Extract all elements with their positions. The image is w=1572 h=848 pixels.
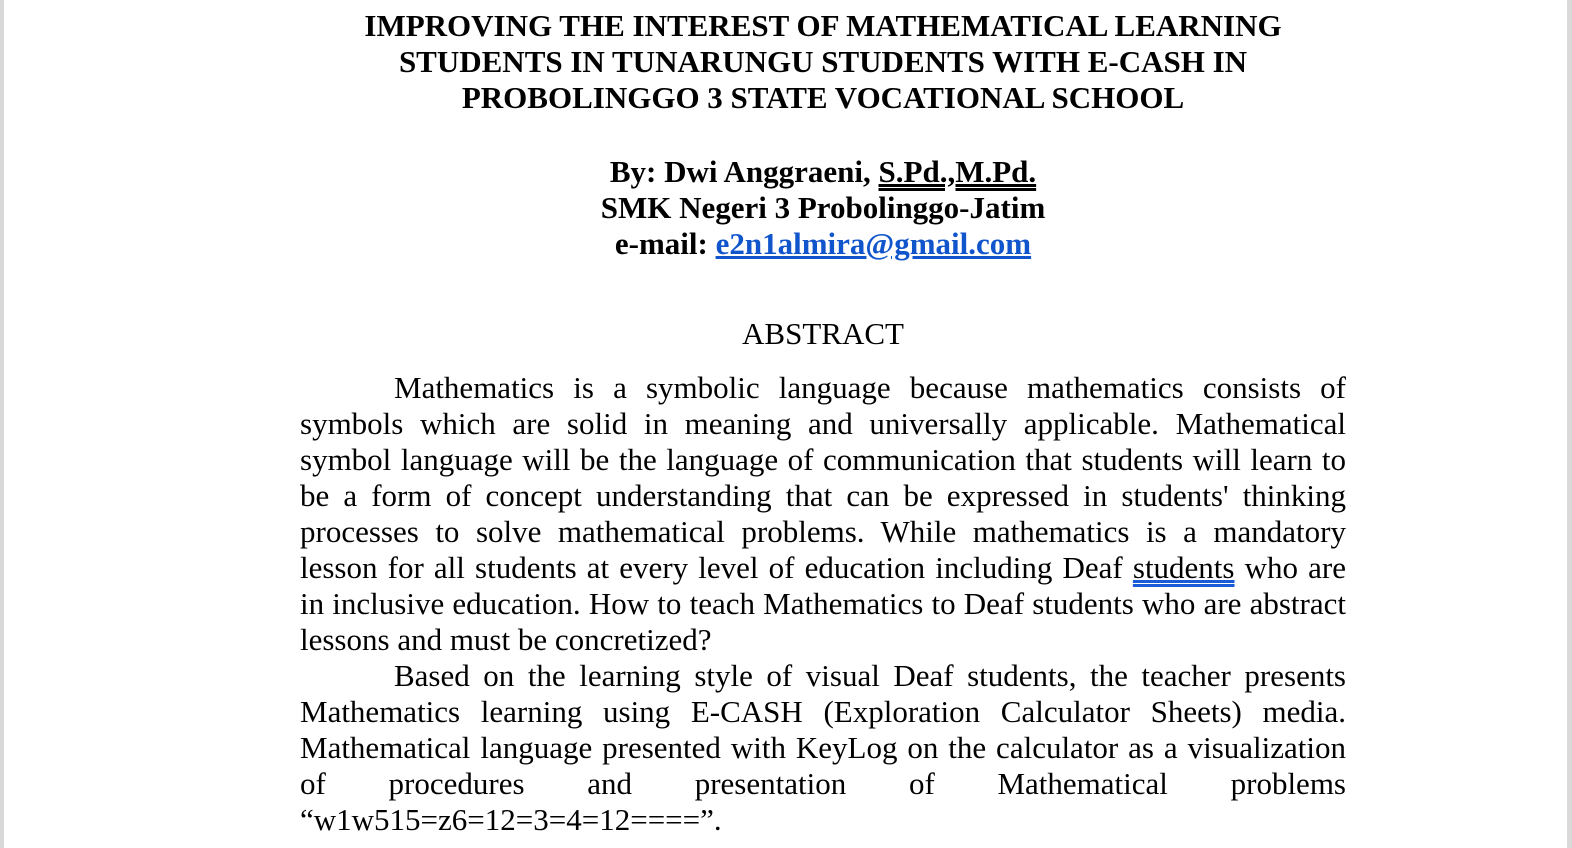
- author-name: By: Dwi Anggraeni,: [609, 154, 879, 189]
- abstract-paragraph-1: [300, 370, 1346, 658]
- author-block: [300, 154, 1346, 262]
- author-institution: SMK Negeri 3 Probolinggo-Jatim: [600, 190, 1046, 225]
- paragraph-1-text-a: Mathematics is a symbolic language because mathematics consists of symbols which are solid in meaning and universally applicable. Mathematical symbol language will be the language of communication that students will learn to be a form of concept understanding that can be expressed in students' thinking processes to solve mathematical problems. While mathematics is a mandatory lesson for all students at every level of education including Deaf: [300, 370, 1346, 585]
- title-line-2: STUDENTS IN TUNARUNGU STUDENTS WITH E-CASH IN: [398, 44, 1248, 79]
- author-line: [300, 154, 1346, 190]
- abstract-paragraph-2: Based on the learning style of visual Deaf students, the teacher presents Mathematics learning using E-CASH (Exploration Calculator Sheets) media. Mathematical language presented with KeyLog on the calculator as a visualization of procedures and presentation of Mathematical problems: [300, 658, 1346, 801]
- author-email-line: [300, 226, 1346, 262]
- spellcheck-flagged-word[interactable]: students: [1132, 550, 1235, 585]
- abstract-heading: ABSTRACT: [742, 316, 904, 351]
- page-left-edge: [0, 0, 4, 848]
- abstract-paragraph-2-tail: “w1w515=z6=12=3=4=12====”.: [300, 802, 722, 837]
- author-degree: S.Pd.,M.Pd.: [878, 154, 1037, 189]
- email-link[interactable]: e2n1almira@gmail.com: [715, 226, 1032, 261]
- title-line-1: IMPROVING THE INTEREST OF MATHEMATICAL LEARNING: [364, 8, 1282, 43]
- paragraph-1-text-b: who are in inclusive education. How to teach Mathematics to Deaf students who are abstract lessons and must be concretized?: [300, 550, 1347, 657]
- email-label: e-mail:: [614, 226, 716, 261]
- document-page: [300, 8, 1346, 838]
- page-right-edge: [1567, 0, 1572, 848]
- title-line-3: PROBOLINGGO 3 STATE VOCATIONAL SCHOOL: [461, 80, 1185, 115]
- paper-title: [300, 8, 1346, 116]
